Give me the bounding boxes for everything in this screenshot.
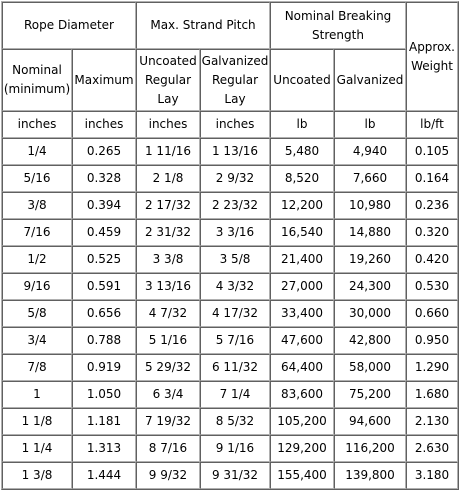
cell-galvanized-strength: 116,200: [334, 435, 406, 462]
header-maximum: [72, 49, 136, 111]
cell-uncoated-pitch: 5 1/16: [136, 327, 200, 354]
cell-weight: 0.236: [406, 192, 458, 219]
table-row: [2, 435, 458, 462]
header-grl-line-2: Regular: [211, 72, 259, 87]
cell-weight: 2.130: [406, 408, 458, 435]
unit-cell: inches: [200, 111, 270, 138]
cell-maximum: 0.591: [72, 273, 136, 300]
header-approx-weight-line-2: Weight: [411, 58, 453, 73]
cell-nominal: 1 1/8: [2, 408, 72, 435]
cell-uncoated-strength: 8,520: [270, 165, 334, 192]
header-nominal-line-1: Nominal: [12, 63, 62, 77]
cell-uncoated-pitch: 7 19/32: [136, 408, 200, 435]
cell-maximum: 1.050: [72, 381, 136, 408]
cell-galvanized-strength: 42,800: [334, 327, 406, 354]
cell-galvanized-pitch: 9 31/32: [200, 462, 270, 489]
cell-maximum: 1.181: [72, 408, 136, 435]
unit-cell: lb: [334, 111, 406, 138]
cell-nominal: 1/2: [2, 246, 72, 273]
table-row: [2, 327, 458, 354]
cell-uncoated-strength: 33,400: [270, 300, 334, 327]
table-row: [2, 246, 458, 273]
cell-weight: 0.950: [406, 327, 458, 354]
cell-uncoated-strength: 155,400: [270, 462, 334, 489]
header-uncoated-regular-lay: [136, 49, 200, 111]
cell-uncoated-strength: 83,600: [270, 381, 334, 408]
cell-uncoated-strength: 105,200: [270, 408, 334, 435]
table-row: [2, 354, 458, 381]
cell-maximum: 0.459: [72, 219, 136, 246]
cell-maximum: 0.265: [72, 138, 136, 165]
cell-uncoated-strength: 12,200: [270, 192, 334, 219]
cell-uncoated-strength: 27,000: [270, 273, 334, 300]
cell-weight: 2.630: [406, 435, 458, 462]
table-row: [2, 138, 458, 165]
cell-uncoated-pitch: 9 9/32: [136, 462, 200, 489]
cell-uncoated-strength: 47,600: [270, 327, 334, 354]
header-nominal: [2, 49, 72, 111]
cell-galvanized-strength: 139,800: [334, 462, 406, 489]
header-galvanized-regular-lay: [200, 49, 270, 111]
header-approx-weight: [406, 2, 458, 111]
cell-nominal: 5/8: [2, 300, 72, 327]
cell-uncoated-pitch: 2 17/32: [136, 192, 200, 219]
header-nbs-line-2: Strength: [312, 27, 364, 42]
cell-weight: 0.105: [406, 138, 458, 165]
header-max-strand-pitch: [136, 2, 270, 49]
cell-galvanized-pitch: 9 1/16: [200, 435, 270, 462]
cell-galvanized-strength: 19,260: [334, 246, 406, 273]
cell-galvanized-pitch: 4 17/32: [200, 300, 270, 327]
cell-galvanized-strength: 14,880: [334, 219, 406, 246]
cell-galvanized-strength: 10,980: [334, 192, 406, 219]
cell-galvanized-pitch: 7 1/4: [200, 381, 270, 408]
header-grl-line-1: Galvanized: [201, 53, 269, 68]
cell-galvanized-pitch: 6 11/32: [200, 354, 270, 381]
cell-uncoated-strength: 16,540: [270, 219, 334, 246]
cell-galvanized-strength: 7,660: [334, 165, 406, 192]
table-row: [2, 219, 458, 246]
unit-cell: inches: [2, 111, 72, 138]
cell-uncoated-pitch: 1 11/16: [136, 138, 200, 165]
cell-weight: 3.180: [406, 462, 458, 489]
cell-maximum: 0.328: [72, 165, 136, 192]
cell-uncoated-strength: 5,480: [270, 138, 334, 165]
cell-uncoated-pitch: 2 1/8: [136, 165, 200, 192]
cell-nominal: 1/4: [2, 138, 72, 165]
header-galvanized: [334, 49, 406, 111]
cell-maximum: 1.444: [72, 462, 136, 489]
cell-maximum: 0.656: [72, 300, 136, 327]
cell-nominal: 3/4: [2, 327, 72, 354]
cell-nominal: 3/8: [2, 192, 72, 219]
cell-galvanized-pitch: 2 23/32: [200, 192, 270, 219]
header-approx-weight-line-1: Approx.: [408, 39, 455, 54]
header-nbs-line-1: Nominal Breaking: [284, 8, 392, 23]
cell-uncoated-strength: 64,400: [270, 354, 334, 381]
table-row: [2, 381, 458, 408]
cell-weight: 1.290: [406, 354, 458, 381]
cell-galvanized-strength: 94,600: [334, 408, 406, 435]
rope-spec-table: [1, 1, 459, 490]
cell-galvanized-pitch: 8 5/32: [200, 408, 270, 435]
header-maximum-label: Maximum: [74, 72, 134, 87]
cell-weight: 0.320: [406, 219, 458, 246]
header-uncoated-label: Uncoated: [273, 72, 331, 87]
unit-cell: inches: [136, 111, 200, 138]
cell-maximum: 0.788: [72, 327, 136, 354]
cell-galvanized-pitch: 5 7/16: [200, 327, 270, 354]
cell-weight: 1.680: [406, 381, 458, 408]
header-url-line-3: Lay: [157, 91, 179, 106]
table-row: [2, 462, 458, 489]
cell-uncoated-pitch: 3 3/8: [136, 246, 200, 273]
table-row: [2, 273, 458, 300]
cell-nominal: 9/16: [2, 273, 72, 300]
cell-uncoated-strength: 21,400: [270, 246, 334, 273]
cell-uncoated-pitch: 2 31/32: [136, 219, 200, 246]
unit-cell: inches: [72, 111, 136, 138]
cell-maximum: 0.919: [72, 354, 136, 381]
cell-nominal: 1 1/4: [2, 435, 72, 462]
cell-galvanized-pitch: 4 3/32: [200, 273, 270, 300]
table-row: [2, 300, 458, 327]
cell-weight: 0.530: [406, 273, 458, 300]
header-grl-line-3: Lay: [224, 91, 246, 106]
table-row: [2, 192, 458, 219]
cell-uncoated-strength: 129,200: [270, 435, 334, 462]
cell-uncoated-pitch: 5 29/32: [136, 354, 200, 381]
units-row: [2, 111, 458, 138]
header-galvanized-label: Galvanized: [336, 72, 404, 87]
cell-galvanized-pitch: 2 9/32: [200, 165, 270, 192]
cell-galvanized-strength: 75,200: [334, 381, 406, 408]
cell-uncoated-pitch: 8 7/16: [136, 435, 200, 462]
table-body: [2, 111, 458, 489]
header-uncoated: [270, 49, 334, 111]
cell-maximum: 0.525: [72, 246, 136, 273]
header-url-line-2: Regular: [144, 72, 192, 87]
cell-nominal: 1: [2, 381, 72, 408]
cell-uncoated-pitch: 4 7/32: [136, 300, 200, 327]
cell-galvanized-pitch: 1 13/16: [200, 138, 270, 165]
cell-galvanized-pitch: 3 5/8: [200, 246, 270, 273]
table-row: [2, 165, 458, 192]
header-rope-diameter: [2, 2, 136, 49]
header-nominal-line-2: (minimum): [3, 82, 71, 96]
header-rope-diameter-label: Rope Diameter: [24, 18, 114, 32]
cell-nominal: 5/16: [2, 165, 72, 192]
header-nominal-breaking-strength: [270, 2, 406, 49]
cell-weight: 0.164: [406, 165, 458, 192]
cell-weight: 0.660: [406, 300, 458, 327]
cell-galvanized-strength: 4,940: [334, 138, 406, 165]
cell-galvanized-pitch: 3 3/16: [200, 219, 270, 246]
cell-nominal: 7/8: [2, 354, 72, 381]
cell-galvanized-strength: 24,300: [334, 273, 406, 300]
unit-cell: lb: [270, 111, 334, 138]
cell-uncoated-pitch: 6 3/4: [136, 381, 200, 408]
unit-cell: lb/ft: [406, 111, 458, 138]
cell-maximum: 1.313: [72, 435, 136, 462]
cell-uncoated-pitch: 3 13/16: [136, 273, 200, 300]
cell-maximum: 0.394: [72, 192, 136, 219]
header-max-strand-pitch-label: Max. Strand Pitch: [150, 18, 256, 32]
cell-weight: 0.420: [406, 246, 458, 273]
cell-galvanized-strength: 30,000: [334, 300, 406, 327]
cell-galvanized-strength: 58,000: [334, 354, 406, 381]
cell-nominal: 7/16: [2, 219, 72, 246]
table-row: [2, 408, 458, 435]
header-url-line-1: Uncoated: [139, 53, 197, 68]
cell-nominal: 1 3/8: [2, 462, 72, 489]
